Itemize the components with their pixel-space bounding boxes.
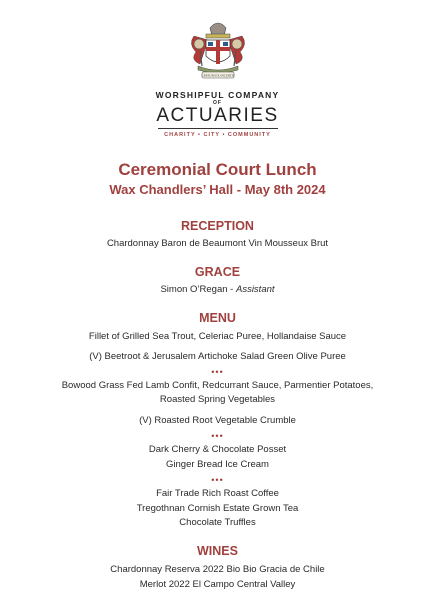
reception-heading: RECEPTION <box>181 219 254 233</box>
menu-heading: MENU <box>199 311 236 325</box>
coat-of-arms-icon <box>180 14 256 80</box>
menu-main-1b: Roasted Spring Vegetables <box>159 394 276 405</box>
logo-divider <box>158 128 278 129</box>
grace-line <box>0 284 435 296</box>
grace-heading: GRACE <box>194 265 241 279</box>
wines-heading: WINES <box>197 544 238 558</box>
menu-main-2: (V) Roasted Root Vegetable Crumble <box>139 415 296 426</box>
menu-dessert-1: Dark Cherry & Chocolate Posset <box>148 444 287 455</box>
company-of: OF <box>213 100 222 106</box>
company-name: ACTUARIES <box>156 105 279 126</box>
menu-coffee-3: Chocolate Truffles <box>179 517 256 528</box>
wine-item-2: Merlot 2022 El Campo Central Valley <box>139 579 296 590</box>
menu-separator: ••• <box>211 367 224 377</box>
crest-motto: CERTUM EX INCERTIS <box>201 73 235 78</box>
grace-role: Assistant <box>235 284 275 295</box>
company-tagline: CHARITY • CITY • COMMUNITY <box>164 132 271 138</box>
menu-separator: ••• <box>211 431 224 441</box>
company-line1: WORSHIPFUL COMPANY <box>155 90 280 100</box>
event-title: Ceremonial Court Lunch <box>118 160 317 179</box>
menu-separator: ••• <box>211 475 224 485</box>
menu-starter-2: (V) Beetroot & Jerusalem Artichoke Salad Green Olive Puree <box>89 351 346 362</box>
wine-item-1: Chardonnay Reserva 2022 Bio Bio Gracia de Chile <box>110 564 325 575</box>
menu-starter-1: Fillet of Grilled Sea Trout, Celeriac Puree, Hollandaise Sauce <box>88 331 347 342</box>
event-subtitle: Wax Chandlers’ Hall - May 8th 2024 <box>109 182 326 197</box>
menu-dessert-2: Ginger Bread Ice Cream <box>166 459 269 470</box>
reception-item: Chardonnay Baron de Beaumont Vin Mousseux Brut <box>106 238 329 249</box>
company-logo <box>0 90 435 138</box>
menu-coffee-2: Tregothnan Cornish Estate Grown Tea <box>136 503 299 514</box>
menu-main-1a: Bowood Grass Fed Lamb Confit, Redcurrant Sauce, Parmentier Potatoes, <box>61 380 374 391</box>
menu-coffee-1: Fair Trade Rich Roast Coffee <box>156 488 279 499</box>
grace-name: Simon O’Regan - <box>160 284 236 295</box>
